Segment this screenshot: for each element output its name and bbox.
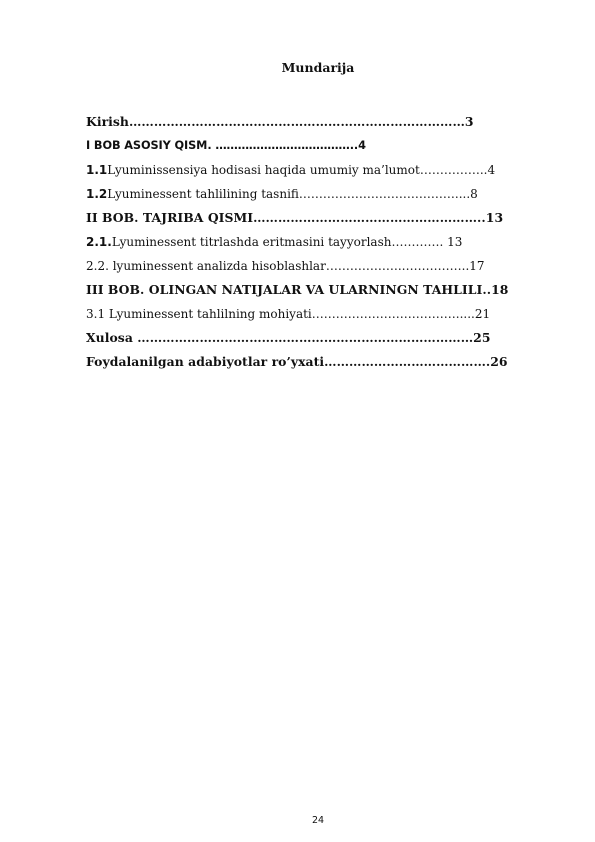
table-of-contents — [86, 113, 556, 377]
toc-entry-chapter-3 — [86, 281, 556, 305]
toc-entry-text: II BOB. TAJRIBA QISMI………………………………………………..13 — [86, 210, 504, 225]
toc-entry-section-1-2 — [86, 185, 556, 209]
toc-entry-section-1-1 — [86, 161, 556, 185]
toc-entry-text: Lyuminissensiya hodisasi haqida umumiy ma’lumot……………..4 — [107, 163, 496, 177]
page-title: Mundarija — [281, 60, 355, 75]
toc-entry-text: Kirish………………………………………………………………………3 — [86, 114, 474, 129]
toc-entry-introduction — [86, 113, 556, 137]
toc-entry-section-2-2 — [86, 257, 556, 281]
toc-entry-text: Lyuminessent tahlilining tasnifi…………………………………....8 — [107, 187, 478, 201]
toc-entry-section-3-1 — [86, 305, 556, 329]
toc-entry-text: III BOB. OLINGAN NATIJALAR VA ULARNINGN TAHLILI..18 — [86, 282, 509, 297]
toc-entry-text: I BOB ASOSIY QISM. ………………………………..4 — [86, 139, 366, 152]
toc-entry-text: 3.1 Lyuminessent tahlilning mohiyati……………………………….....21 — [86, 307, 491, 321]
toc-entry-chapter-1 — [86, 137, 556, 161]
toc-entry-text: Xulosa ………………………………………………………………………25 — [86, 330, 491, 345]
toc-entry-chapter-2 — [86, 209, 556, 233]
toc-entry-number: 2.1. — [86, 235, 112, 249]
toc-entry-conclusion — [86, 329, 556, 353]
toc-entry-text: Foydalanilgan adabiyotlar ro’yxati………………………………….26 — [86, 354, 508, 369]
toc-entry-references — [86, 353, 556, 377]
toc-entry-number: 1.1 — [86, 163, 108, 177]
toc-entry-section-2-1 — [86, 233, 556, 257]
toc-entry-number: 1.2 — [86, 187, 108, 201]
toc-entry-text: Lyuminessent titrlashda eritmasini tayyorlash…………. 13 — [111, 235, 463, 249]
page-number: 24 — [311, 815, 325, 826]
toc-entry-text: 2.2. lyuminessent analizda hisoblashlar……………….……………..17 — [86, 259, 485, 273]
